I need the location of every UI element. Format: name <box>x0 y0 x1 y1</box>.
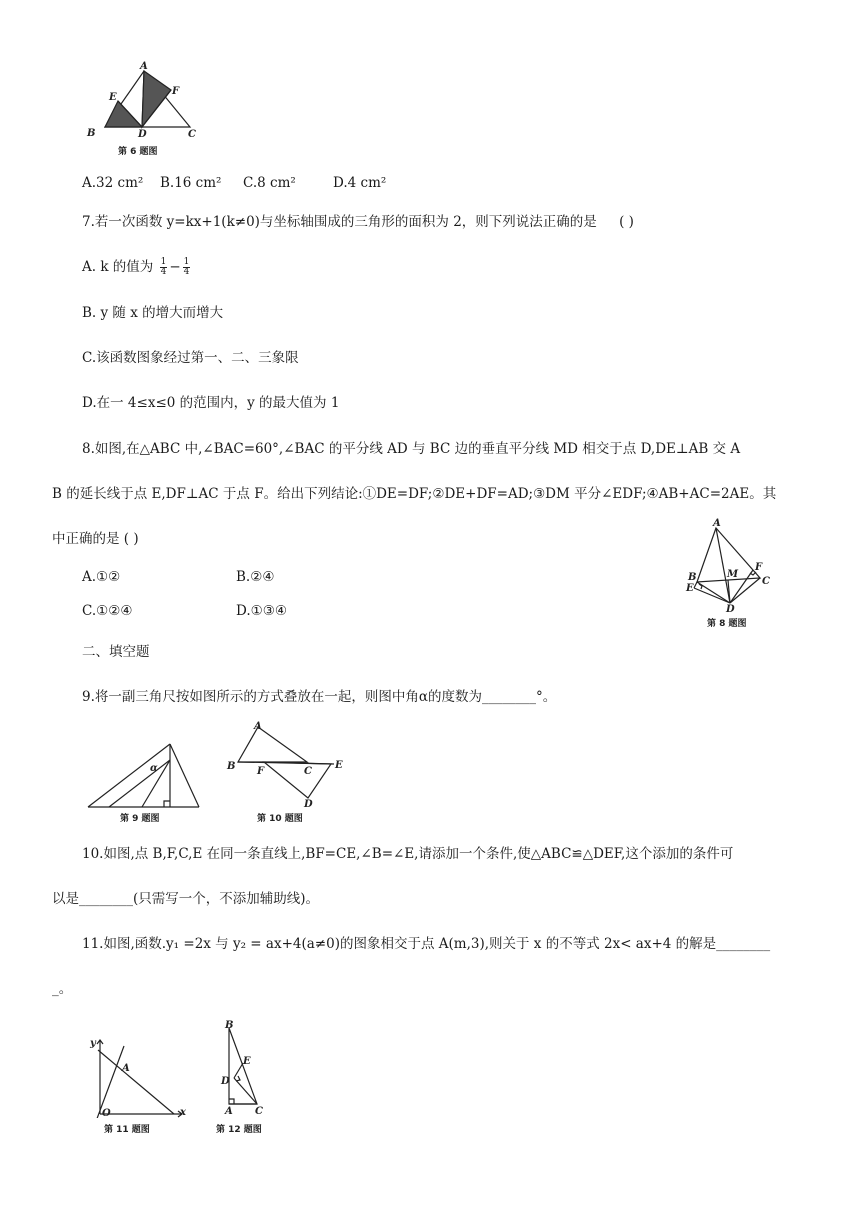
q7-option-d: D.在一 4≤x≤0 的范围内，y 的最大值为 1 <box>82 395 340 411</box>
fig6-label-a: A <box>140 61 148 72</box>
q11-line-1: 11.如图,函数.y₁ =2x 与 y₂ = ax+4(a≠0)的图象相交于点 A(m,3),则关于 x 的不等式 2x< ax+4 的解是________ <box>82 936 771 952</box>
q7-option-a <box>82 258 192 277</box>
q8-line-1: 8.如图,在△ABC 中,∠BAC=60°,∠BAC 的平分线 AD 与 BC 边的垂直平分线 MD 相交于点 D,DE⊥AB 交 A <box>82 441 741 457</box>
q6-option-c: C.8 cm² <box>243 175 296 191</box>
figure-9-caption: 第 9 题图 <box>120 814 160 824</box>
figure-8-caption: 第 8 题图 <box>707 619 747 629</box>
figure-9 <box>84 740 206 825</box>
q7-stem-text: 7.若一次函数 y=kx+1(k≠0)与坐标轴围成的三角形的面积为 2，则下列说法正确的是 <box>82 214 597 230</box>
fig12-label-e: E <box>243 1056 251 1067</box>
figure-12 <box>212 1018 282 1136</box>
fig12-label-d: D <box>221 1076 230 1087</box>
figure-6-diagram <box>82 60 207 140</box>
q7-option-b: B. y 随 x 的增大而增大 <box>82 305 224 321</box>
figure-9-diagram <box>84 740 206 810</box>
figure-8 <box>680 518 790 633</box>
figure-12-diagram <box>212 1018 282 1118</box>
q7-option-a-prefix: A. k 的值为 <box>82 259 154 275</box>
fig8-label-e: E <box>686 583 694 594</box>
fig12-label-c: C <box>255 1106 263 1117</box>
q8-line-3: 中正确的是 ( ) <box>52 531 139 547</box>
fig11-label-a: A <box>122 1063 130 1074</box>
q7-fraction-1: $\frac{1}{4}$ <box>160 257 167 277</box>
q8-option-d: D.①③④ <box>236 603 287 619</box>
figure-11 <box>86 1036 196 1136</box>
figure-11-diagram <box>86 1036 196 1118</box>
q11-line-2: _。 <box>52 981 73 997</box>
q10-line-1: 10.如图,点 B,F,C,E 在同一条直线上,BF=CE,∠B=∠E,请添加一个条件,使△ABC≌△DEF,这个添加的条件可 <box>82 846 734 862</box>
fig10-label-e: E <box>335 760 343 771</box>
fig8-label-d: D <box>726 604 735 613</box>
figure-12-caption: 第 12 题图 <box>216 1125 262 1135</box>
q6-options <box>82 174 386 192</box>
fig10-label-c: C <box>304 766 312 777</box>
fig12-label-b: B <box>225 1020 234 1031</box>
q8-option-b: B.②④ <box>236 569 275 585</box>
fig6-label-b: B <box>87 128 96 139</box>
section-2-title: 二、填空题 <box>82 644 150 660</box>
q6-option-b: B.16 cm² <box>160 175 222 191</box>
fig12-label-a: A <box>225 1106 233 1117</box>
q7-option-c: C.该函数图象经过第一、二、三象限 <box>82 350 299 366</box>
figure-10 <box>224 718 354 823</box>
figure-11-caption: 第 11 题图 <box>104 1125 150 1135</box>
figure-6-caption: 第 6 题图 <box>118 147 158 157</box>
q7-answer-paren: ( ) <box>619 214 634 230</box>
q8-line-2: B 的延长线于点 E,DF⊥AC 于点 F。给出下列结论:①DE=DF;②DE+DF=AD;③DM 平分∠EDF;④AB+AC=2AE。其 <box>52 486 777 502</box>
fig8-label-m: M <box>727 569 739 580</box>
fig8-label-a: A <box>713 518 721 529</box>
q10-line-2: 以是________(只需写一个，不添加辅助线)。 <box>52 891 320 907</box>
q8-option-a: A.①② <box>82 569 121 585</box>
fig6-label-e: E <box>109 92 117 103</box>
fig6-label-d: D <box>138 129 147 140</box>
fig8-label-b: B <box>688 572 697 583</box>
fig11-label-y: y <box>90 1038 96 1049</box>
fig10-label-b: B <box>227 761 236 772</box>
q6-option-a: A.32 cm² <box>82 175 144 191</box>
figure-6 <box>82 60 207 160</box>
fig6-label-f: F <box>172 86 180 97</box>
fig8-label-f: F <box>755 562 763 573</box>
fig10-label-f: F <box>257 766 265 777</box>
fig8-label-c: C <box>762 576 770 587</box>
fig10-label-d: D <box>304 799 313 808</box>
q7-stem <box>82 213 634 231</box>
figure-10-caption: 第 10 题图 <box>257 814 303 824</box>
q9-text: 9.将一副三角尺按如图所示的方式叠放在一起，则图中角α的度数为________°。 <box>82 689 557 705</box>
q7-minus-sign: − <box>169 259 181 275</box>
fig11-label-x: x <box>180 1107 186 1118</box>
fig10-label-a: A <box>254 721 262 732</box>
q8-option-c: C.①②④ <box>82 603 133 619</box>
figure-10-diagram <box>224 718 354 808</box>
q7-fraction-2: $\frac{1}{4}$ <box>183 257 190 277</box>
fig9-label-alpha: α <box>150 763 158 774</box>
q6-option-d: D.4 cm² <box>333 175 387 191</box>
fig6-label-c: C <box>188 129 196 140</box>
fig11-label-o: O <box>102 1108 111 1118</box>
figure-8-diagram <box>680 518 790 613</box>
